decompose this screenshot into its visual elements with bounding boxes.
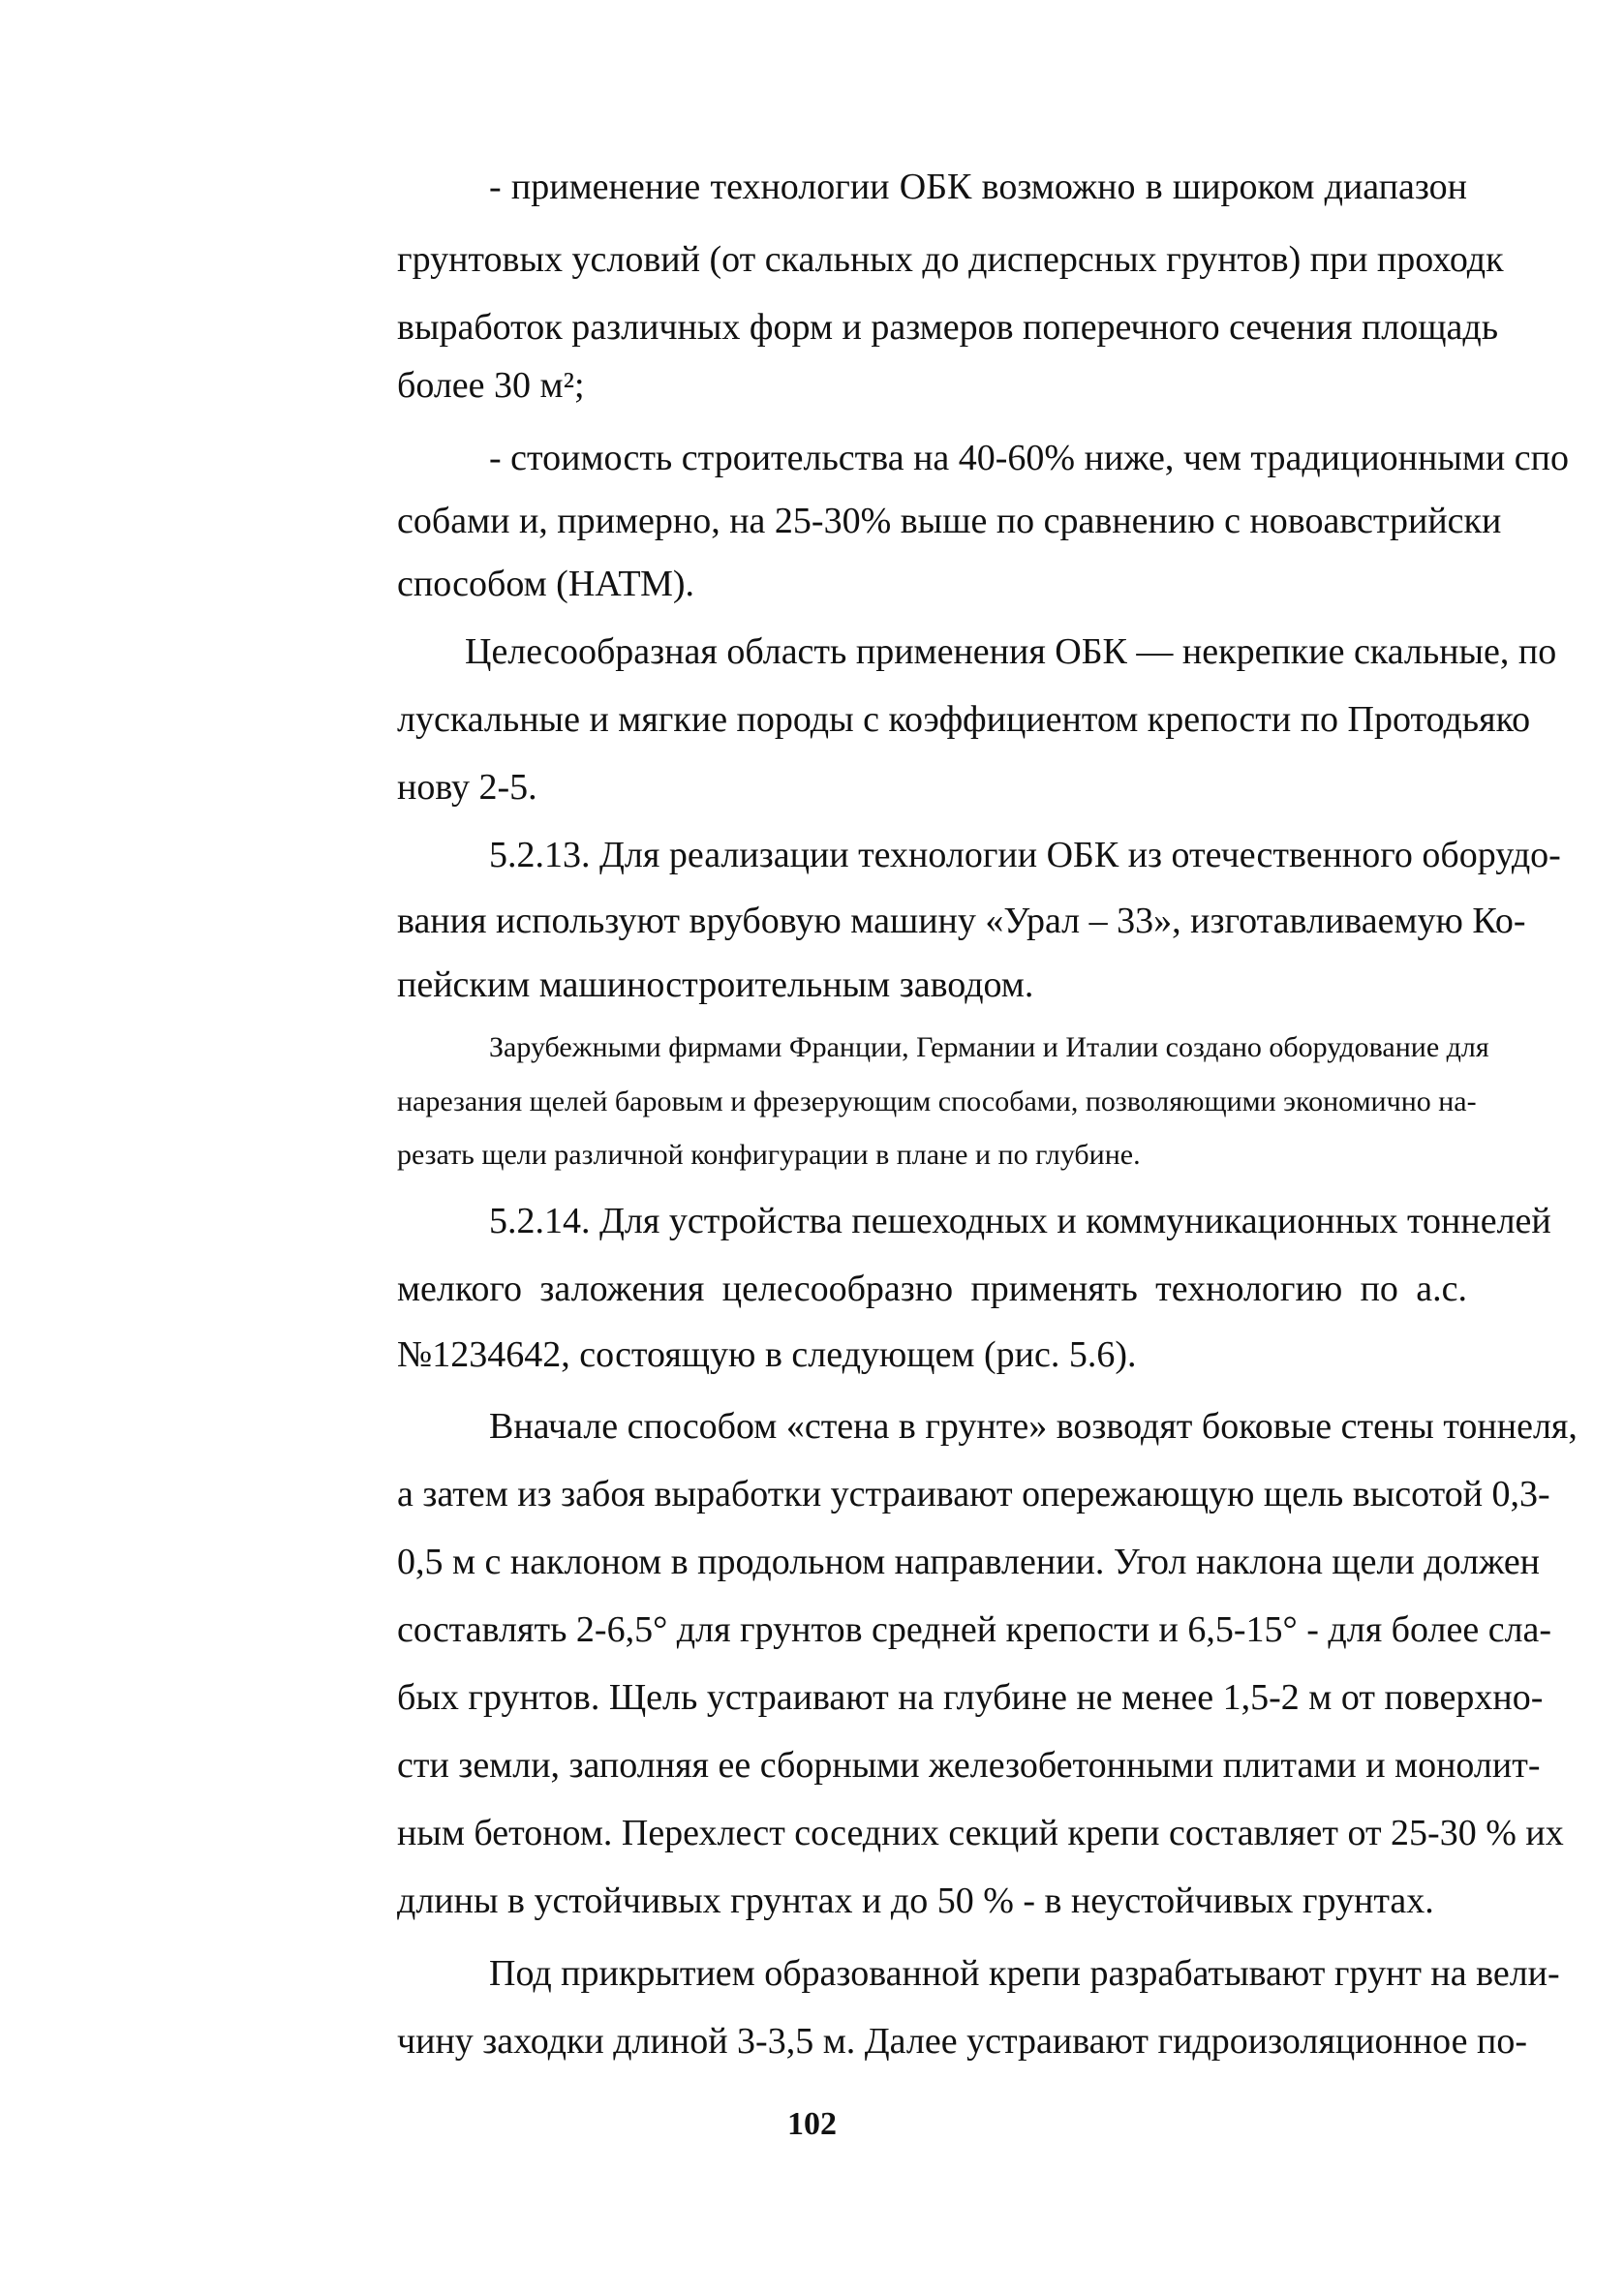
text-line: длины в устойчивых грунтах и до 50 % - в неустойчивых грунтах. [397, 1881, 1434, 1921]
text-line: чину заходки длиной 3-3,5 м. Далее устраивают гидроизоляционное по- [397, 2021, 1527, 2062]
text-line: нарезания щелей баровым и фрезерующим способами, позволяющими экономично на- [397, 1086, 1477, 1117]
text-line: собами и, примерно, на 25-30% выше по сравнению с новоавстрийски [397, 501, 1502, 541]
text-line: более 30 м²; [397, 365, 585, 406]
text-line: Под прикрытием образованной крепи разрабатывают грунт на вели- [489, 1953, 1560, 1994]
text-line: Вначале способом «стена в грунте» возводят боковые стены тоннеля, [489, 1406, 1578, 1447]
text-line: №1234642, состоящую в следующем (рис. 5.6). [397, 1334, 1137, 1375]
text-line: - применение технологии ОБК возможно в широком диапазон [489, 167, 1467, 207]
text-line: лускальные и мягкие породы с коэффициентом крепости по Протодьяко [397, 699, 1531, 740]
text-line: резать щели различной конфигурации в плане и по глубине. [397, 1139, 1141, 1171]
text-line: мелкого заложения целесообразно применять технологию по а.с. [397, 1269, 1467, 1309]
text-line: 5.2.14. Для устройства пешеходных и коммуникационных тоннелей [489, 1201, 1551, 1241]
text-line: Целесообразная область применения ОБК — некрепкие скальные, по [465, 631, 1557, 672]
text-line: Зарубежными фирмами Франции, Германии и Италии создано оборудование для [489, 1031, 1489, 1063]
text-line: - стоимость строительства на 40-60% ниже, чем традиционными спо [489, 438, 1569, 478]
text-line: ным бетоном. Перехлест соседних секций крепи составляет от 25-30 % их [397, 1813, 1564, 1853]
text-line: пейским машиностроительным заводом. [397, 964, 1034, 1005]
text-line: грунтовых условий (от скальных до дисперсных грунтов) при проходк [397, 239, 1504, 280]
text-line: вания используют врубовую машину «Урал – 33», изготавливаемую Ко- [397, 901, 1526, 941]
text-line: 0,5 м с наклоном в продольном направлении. Угол наклона щели должен [397, 1542, 1541, 1582]
text-line: а затем из забоя выработки устраивают опережающую щель высотой 0,3- [397, 1474, 1550, 1514]
text-line: выработок различных форм и размеров поперечного сечения площадь [397, 307, 1499, 348]
page-number: 102 [787, 2106, 837, 2142]
text-line: составлять 2-6,5° для грунтов средней крепости и 6,5-15° - для более сла- [397, 1609, 1552, 1650]
text-line: 5.2.13. Для реализации технологии ОБК из отечественного оборудо- [489, 835, 1561, 875]
text-line: способом (НАТМ). [397, 564, 695, 604]
text-line: сти земли, заполняя ее сборными железобетонными плитами и монолит- [397, 1745, 1541, 1786]
text-line: бых грунтов. Щель устраивают на глубине не менее 1,5-2 м от поверхно- [397, 1677, 1544, 1718]
text-line: нову 2-5. [397, 767, 537, 808]
